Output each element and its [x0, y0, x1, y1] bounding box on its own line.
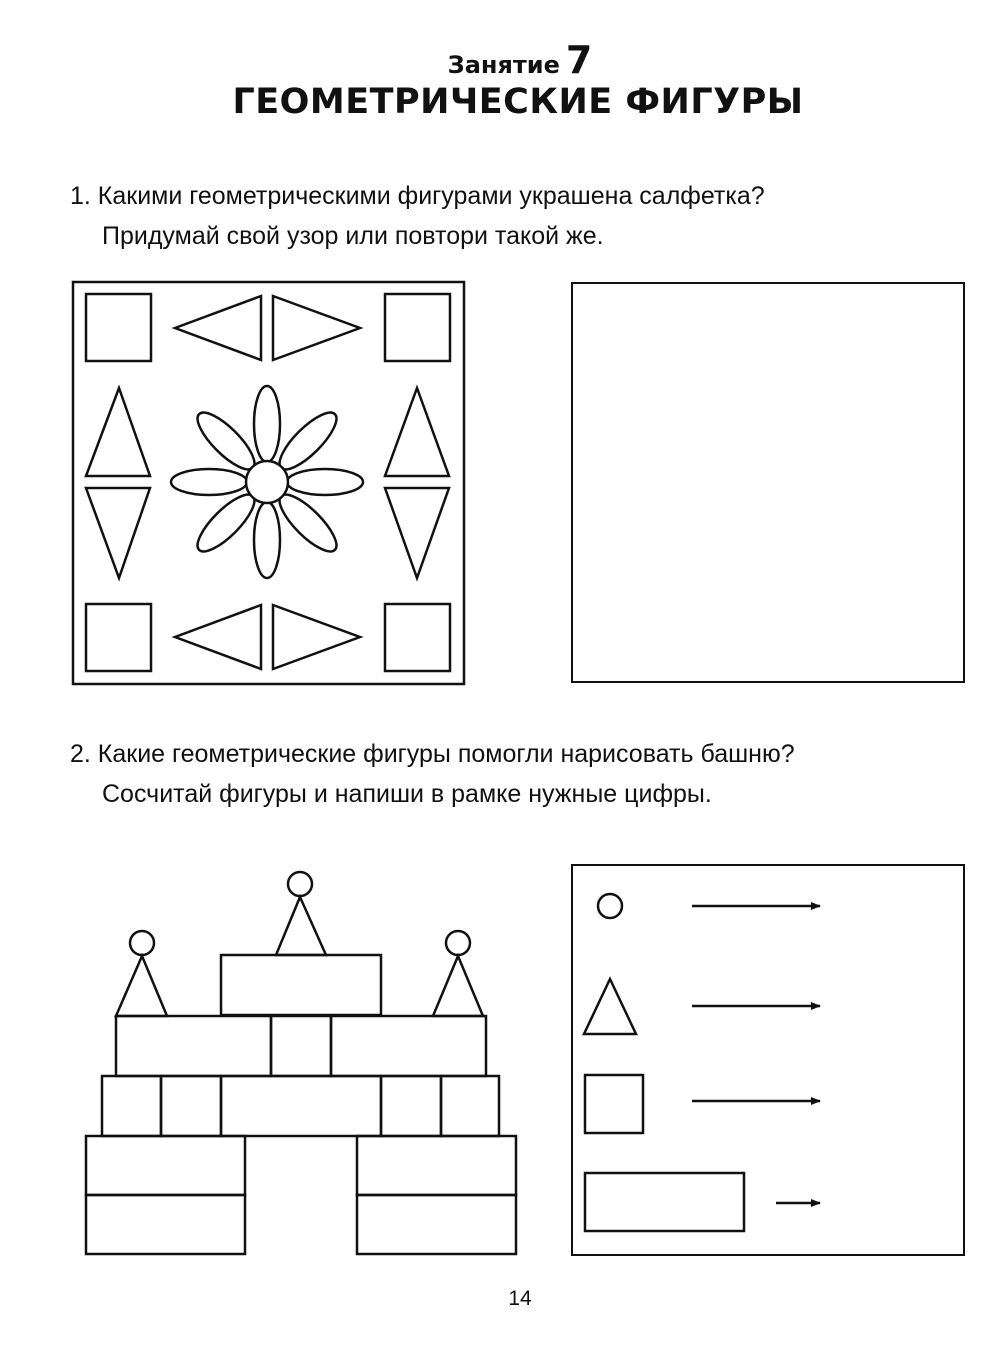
task-2-question: 2. Какие геометрические фигуры помогли нарисовать башню? [70, 740, 795, 768]
lesson-number: 7 [565, 38, 593, 82]
lesson-label: Занятие [447, 51, 560, 79]
legend-triangle-icon [584, 979, 636, 1034]
legend-square-icon [585, 1075, 643, 1133]
page-title: ГЕОМЕТРИЧЕСКИЕ ФИГУРЫ [232, 82, 804, 122]
answer-input-rectangle[interactable] [835, 1183, 945, 1223]
legend-circle-icon [598, 894, 622, 918]
task-1-question: 1. Какими геометрическими фигурами украшена салфетка? [70, 182, 765, 210]
answer-input-square[interactable] [835, 1081, 945, 1121]
task-2-instruction: Сосчитай фигуры и напиши в рамке нужные цифры. [102, 780, 712, 808]
answer-input-circle[interactable] [835, 886, 945, 926]
page-number: 14 [508, 1287, 532, 1310]
legend-rectangle-icon [585, 1173, 744, 1231]
task-1-instruction: Придумай свой узор или повтори такой же. [102, 222, 604, 250]
answer-input-triangle[interactable] [835, 986, 945, 1026]
